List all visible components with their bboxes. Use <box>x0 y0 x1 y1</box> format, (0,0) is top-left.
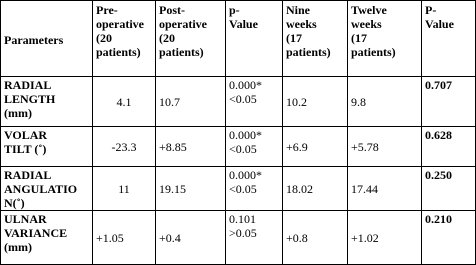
param-cell: ULNAR VARIANCE (mm) <box>1 211 93 265</box>
p-value-2-cell: 0.628 <box>422 127 476 167</box>
table-row <box>1 127 476 167</box>
table-row <box>1 77 476 127</box>
param-cell: RADIAL LENGTH (mm) <box>1 77 93 127</box>
header-parameters: Parameters <box>1 1 93 77</box>
pre-cell: +1.05 <box>93 211 156 265</box>
nine-weeks-cell: 18.02 <box>283 167 348 211</box>
post-cell: 19.15 <box>156 167 226 211</box>
header-twelve-weeks: Twelve weeks (17 patients) <box>348 1 422 77</box>
twelve-weeks-cell: +5.78 <box>348 127 422 167</box>
nine-weeks-cell: 10.2 <box>283 77 348 127</box>
twelve-weeks-cell: 9.8 <box>348 77 422 127</box>
table-row <box>1 211 476 265</box>
p-value-2-cell: 0.707 <box>422 77 476 127</box>
p-value-cell: 0.000* <0.05 <box>226 127 283 167</box>
header-p-value-1: p- Value <box>226 1 283 77</box>
p-value-cell: 0.000* <0.05 <box>226 77 283 127</box>
p-value-2-cell: 0.210 <box>422 211 476 265</box>
header-p-value-2: P- Value <box>422 1 476 77</box>
twelve-weeks-cell: 17.44 <box>348 167 422 211</box>
p-value-cell: 0.000* <0.05 <box>226 167 283 211</box>
post-cell: 10.7 <box>156 77 226 127</box>
post-cell: +8.85 <box>156 127 226 167</box>
table-row <box>1 167 476 211</box>
pre-cell: 4.1 <box>93 77 156 127</box>
post-cell: +0.4 <box>156 211 226 265</box>
p-value-cell: 0.101 >0.05 <box>226 211 283 265</box>
header-nine-weeks: Nine weeks (17 patients) <box>283 1 348 77</box>
param-cell: RADIAL ANGULATIO N(˚) <box>1 167 93 211</box>
pre-cell: -23.3 <box>93 127 156 167</box>
header-row <box>1 1 476 77</box>
param-cell: VOLAR TILT (˚) <box>1 127 93 167</box>
twelve-weeks-cell: +1.02 <box>348 211 422 265</box>
header-preoperative: Pre- operative (20 patients) <box>93 1 156 77</box>
p-value-2-cell: 0.250 <box>422 167 476 211</box>
pre-cell: 11 <box>93 167 156 211</box>
nine-weeks-cell: +6.9 <box>283 127 348 167</box>
nine-weeks-cell: +0.8 <box>283 211 348 265</box>
header-postoperative: Post- operative (20 patients) <box>156 1 226 77</box>
